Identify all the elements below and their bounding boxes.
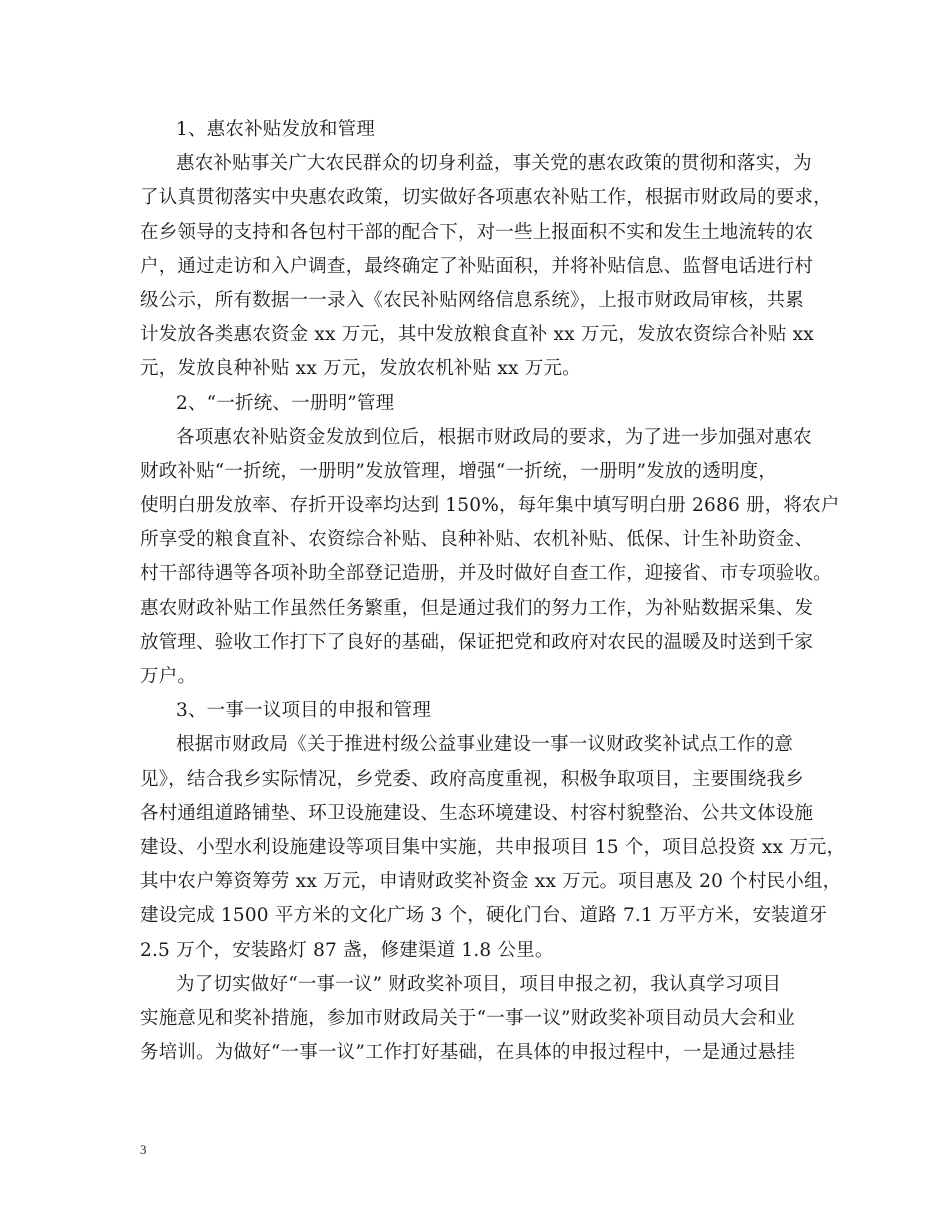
document-body: [140, 113, 846, 1070]
page-number: 3: [140, 1142, 147, 1157]
paragraph-line: 务培训。为做好“一事一议”工作打好基础，在具体的申报过程中，一是通过悬挂: [140, 1042, 796, 1064]
section-heading: 1、惠农补贴发放和管理: [176, 119, 375, 140]
paragraph-line: 级公示，所有数据一一录入《农民补贴网络信息系统》，上报市财政局审核，共累: [140, 289, 804, 311]
paragraph-line: 在乡领导的支持和各包村干部的配合下，对一些上报面积不实和发生土地流转的农: [140, 221, 814, 243]
paragraph-line: 了认真贯彻落实中央惠农政策，切实做好各项惠农补贴工作，根据市财政局的要求，: [140, 187, 832, 209]
paragraph-first-line: 惠农补贴事关广大农民群众的切身利益，事关党的惠农政策的贯彻和落实，为: [176, 153, 812, 175]
paragraph-first-line: 为了切实做好“一事一议” 财政奖补项目，项目申报之初，我认真学习项目: [176, 973, 782, 995]
paragraph-line: 万户。: [140, 666, 197, 687]
paragraph-line: 惠农财政补贴工作虽然任务繁重，但是通过我们的努力工作，为补贴数据采集、发: [140, 597, 814, 619]
paragraph-line: 见》，结合我乡实际情况，乡党委、政府高度重视，积极争取项目，主要围绕我乡: [140, 768, 804, 790]
paragraph-line: 村干部待遇等各项补助全部登记造册，并及时做好自查工作，迎接省、市专项验收。: [140, 563, 832, 585]
paragraph-line: 2.5 万个，安装路灯 87 盏，修建渠道 1.8 公里。: [140, 939, 554, 961]
paragraph-line: 其中农户筹资筹劳 xx 万元，申请财政奖补资金 xx 万元。项目惠及 20 个村民小组，: [140, 871, 842, 893]
paragraph-line: 放管理、验收工作打下了良好的基础，保证把党和政府对农民的温暖及时送到千家: [140, 631, 814, 653]
paragraph-line: 各村通组道路铺垫、环卫设施建设、生态环境建设、村容村貌整治、公共文体设施: [140, 802, 814, 824]
paragraph-line: 建设完成 1500 平方米的文化广场 3 个，硬化门台、道路 7.1 万平方米，安装道牙: [140, 905, 828, 927]
paragraph-line: 户，通过走访和入户调查，最终确定了补贴面积，并将补贴信息、监督电话进行村: [140, 255, 814, 277]
paragraph-line: 计发放各类惠农资金 xx 万元，其中发放粮食直补 xx 万元，发放农资综合补贴 xx: [140, 324, 814, 346]
paragraph-line: 使明白册发放率、存折开设率均达到 150%，每年集中填写明白册 2686 册，将农户: [140, 495, 840, 517]
paragraph-line: 元，发放良种补贴 xx 万元，发放农机补贴 xx 万元。: [140, 358, 581, 380]
paragraph-first-line: 各项惠农补贴资金发放到位后，根据市财政局的要求，为了进一步加强对惠农: [176, 426, 812, 448]
paragraph-line: 建设、小型水利设施建设等项目集中实施，共申报项目 15 个，项目总投资 xx 万元，: [140, 836, 846, 858]
paragraph-line: 所享受的粮食直补、农资综合补贴、良种补贴、农机补贴、低保、计生补助资金、: [140, 529, 814, 551]
section-heading: 2、“一折统、一册明”管理: [176, 392, 395, 414]
paragraph-first-line: 根据市财政局《关于推进村级公益事业建设一事一议财政奖补试点工作的意: [176, 734, 794, 756]
section-heading: 3、一事一议项目的申报和管理: [176, 700, 432, 722]
paragraph-line: 财政补贴“一折统，一册明”发放管理，增强“一折统，一册明”发放的透明度，: [140, 460, 778, 482]
paragraph-line: 实施意见和奖补措施，参加市财政局关于“一事一议”财政奖补项目动员大会和业: [140, 1007, 796, 1029]
